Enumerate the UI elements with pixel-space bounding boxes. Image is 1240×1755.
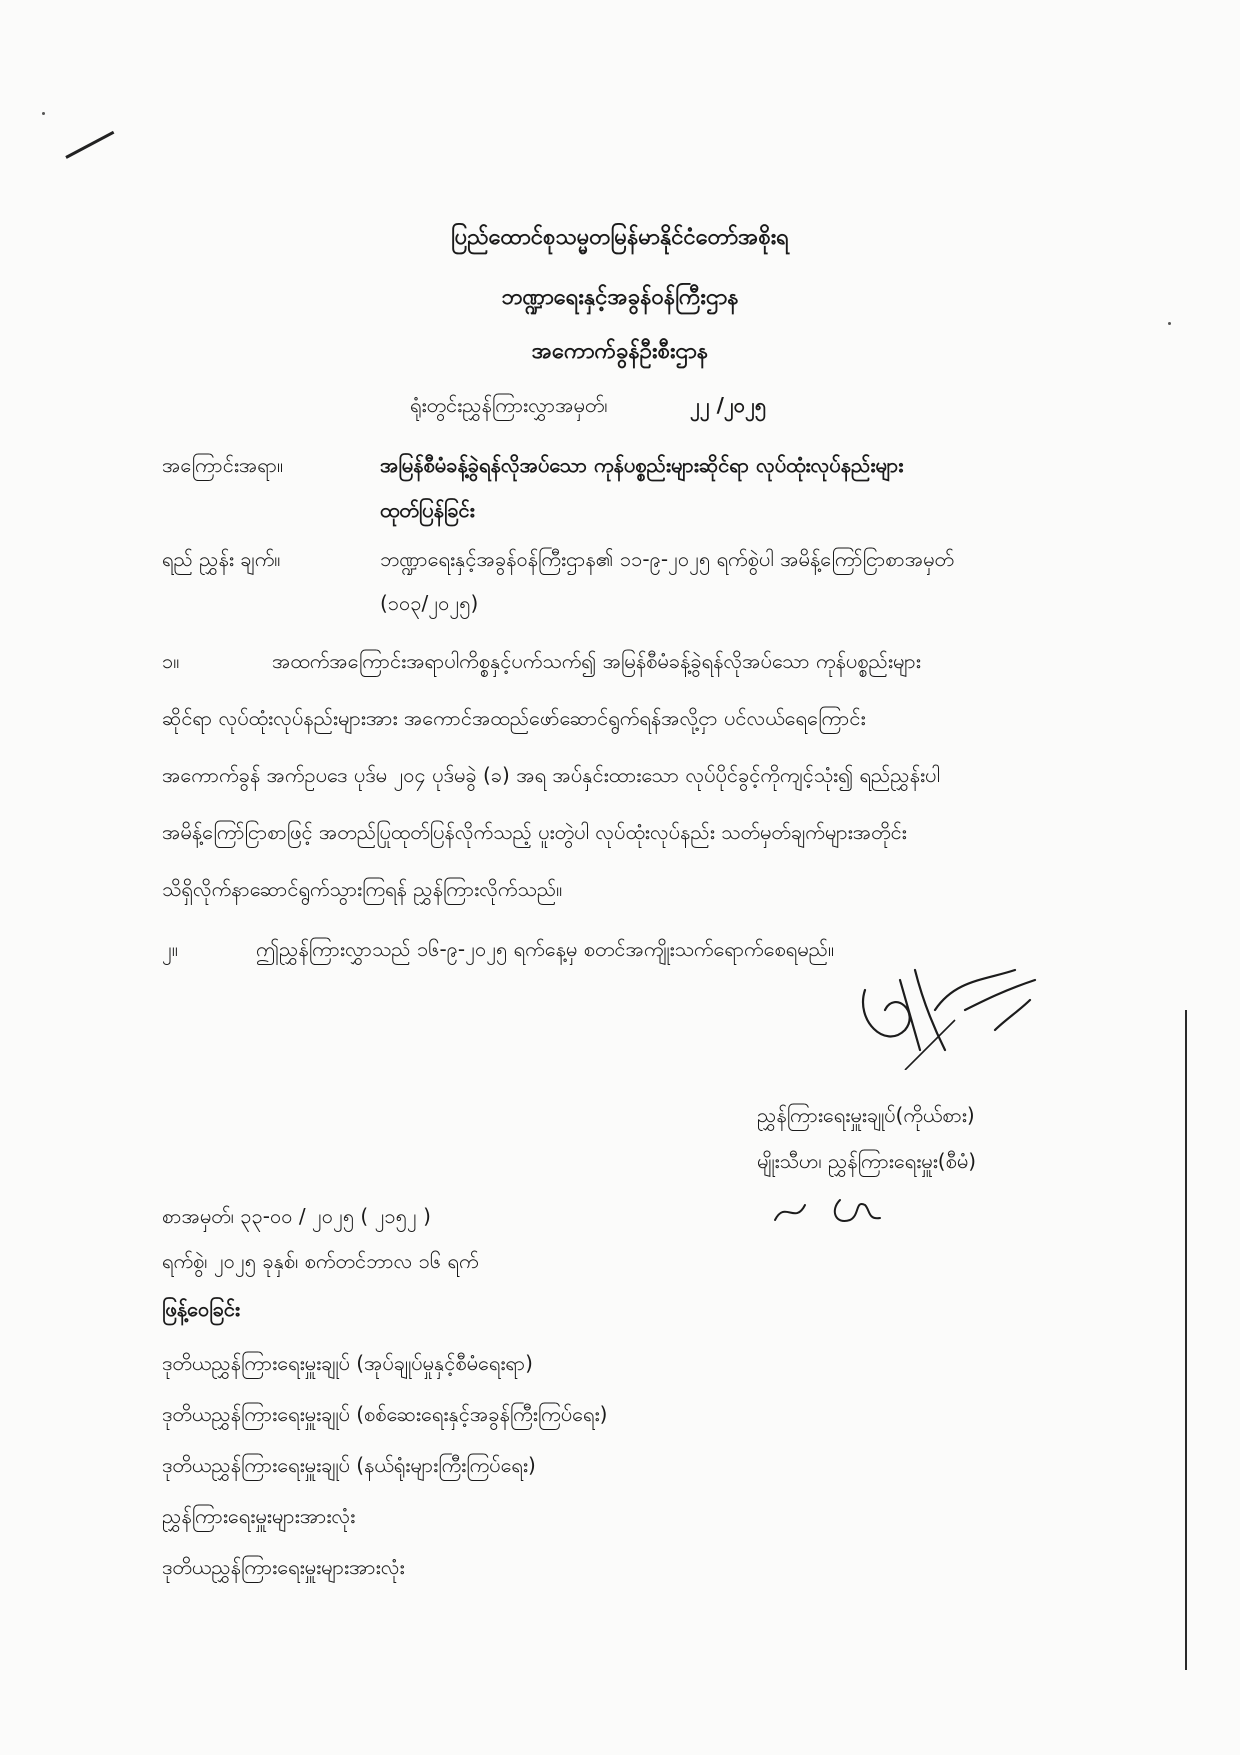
paragraph-1-line: သိရှိလိုက်နာဆောင်ရွက်သွားကြရန် ညွှန်ကြားလိုက်သည်။: [162, 877, 563, 901]
subject-label: အကြောင်းအရာ။: [162, 453, 284, 477]
notice-number-label: ရုံးတွင်းညွှန်ကြားလွှာအမှတ်၊: [410, 393, 608, 417]
subject-line-1: အမြန်စီမံခန့်ခွဲရန်လိုအပ်သော ကုန်ပစ္စည်းများဆိုင်ရာ လုပ်ထုံးလုပ်နည်းများ: [380, 453, 904, 477]
distribution-heading: ဖြန့်ဝေခြင်း: [162, 1297, 241, 1321]
scan-speck: [1168, 322, 1171, 325]
reference-line-2: (၁၀၃/၂၀၂၅): [380, 591, 479, 615]
letter-date: ရက်စွဲ၊ ၂၀၂၅ ခုနှစ်၊ စက်တင်ဘာလ ၁၆ ရက်: [162, 1249, 479, 1273]
signatory-title: ညွှန်ကြားရေးမှူးချုပ်(ကိုယ်စား): [757, 1103, 975, 1127]
paragraph-2-text: ဤညွှန်ကြားလွှာသည် ၁၆-၉-၂၀၂၅ ရက်နေ့မှ စတင်အကျိုးသက်ရောက်စေရမည်။: [256, 937, 835, 961]
government-title: ပြည်ထောင်စုသမ္မတမြန်မာနိုင်ငံတော်အစိုးရ: [451, 225, 789, 250]
page-edge-line: [1185, 1010, 1187, 1670]
distribution-item: ဒုတိယညွှန်ကြားရေးမှူးများအားလုံး: [162, 1555, 405, 1579]
paragraph-2-number: ၂။: [162, 937, 178, 961]
department-title: အကောက်ခွန်ဦးစီးဌာန: [531, 339, 709, 364]
subject-line-2: ထုတ်ပြန်ခြင်း: [380, 498, 475, 522]
distribution-item: ဒုတိယညွှန်ကြားရေးမှူးချုပ် (နယ်ရုံးများကြီးကြပ်ရေး): [162, 1453, 536, 1477]
reference-label: ရည် ညွှန်း ချက်။: [162, 547, 281, 571]
ministry-title: ဘဏ္ဍာရေးနှင့်အခွန်ဝန်ကြီးဌာန: [501, 285, 739, 310]
handwritten-signature: [845, 950, 1045, 1070]
paragraph-1-line: အမိန့်ကြော်ငြာစာဖြင့် အတည်ပြုထုတ်ပြန်လိုက်သည့် ပူးတွဲပါ လုပ်ထုံးလုပ်နည်း သတ်မှတ်ချက်များအတိုင်း: [162, 820, 907, 844]
notice-number: ၂၂ /၂၀၂၅: [690, 393, 767, 417]
paragraph-1-number: ၁။: [162, 649, 180, 673]
paragraph-1-line: အကောက်ခွန် အက်ဥပဒေ ပုဒ်မ ၂၀၄ ပုဒ်မခွဲ (ခ) အရ အပ်နှင်းထားသော လုပ်ပိုင်ခွင့်ကိုကျင့်သုံး၍ ရည်ညွှန်းပါ: [162, 763, 940, 787]
signatory-name: မျိုးသီဟ၊ ညွှန်ကြားရေးမှူး(စီမံ): [757, 1149, 977, 1173]
letter-number: စာအမှတ်၊ ၃၃-၀၀ / ၂၀၂၅ ( ၂၁၅၂ ): [162, 1204, 431, 1228]
reference-line-1: ဘဏ္ဍာရေးနှင့်အခွန်ဝန်ကြီးဌာန၏ ၁၁-၉-၂၀၂၅ ရက်စွဲပါ အမိန့်ကြော်ငြာစာအမှတ်: [380, 547, 955, 571]
handwritten-initials: [770, 1180, 890, 1240]
scan-speck: [42, 112, 45, 115]
distribution-item: ဒုတိယညွှန်ကြားရေးမှူးချုပ် (စစ်ဆေးရေးနှင့်အခွန်ကြီးကြပ်ရေး): [162, 1402, 608, 1426]
pen-stroke-mark: [65, 131, 114, 159]
paragraph-1-line: အထက်အကြောင်းအရာပါကိစ္စနှင့်ပက်သက်၍ အမြန်စီမံခန့်ခွဲရန်လိုအပ်သော ကုန်ပစ္စည်းများ: [272, 649, 921, 673]
paragraph-1-line: ဆိုင်ရာ လုပ်ထုံးလုပ်နည်းများအား အကောင်အထည်ဖော်ဆောင်ရွက်ရန်အလို့ငှာ ပင်လယ်ရေကြောင်း: [162, 706, 866, 730]
distribution-item: ညွှန်ကြားရေးမှူးများအားလုံး: [162, 1504, 356, 1528]
distribution-item: ဒုတိယညွှန်ကြားရေးမှူးချုပ် (အုပ်ချုပ်မှုနှင့်စီမံရေးရာ): [162, 1351, 533, 1375]
